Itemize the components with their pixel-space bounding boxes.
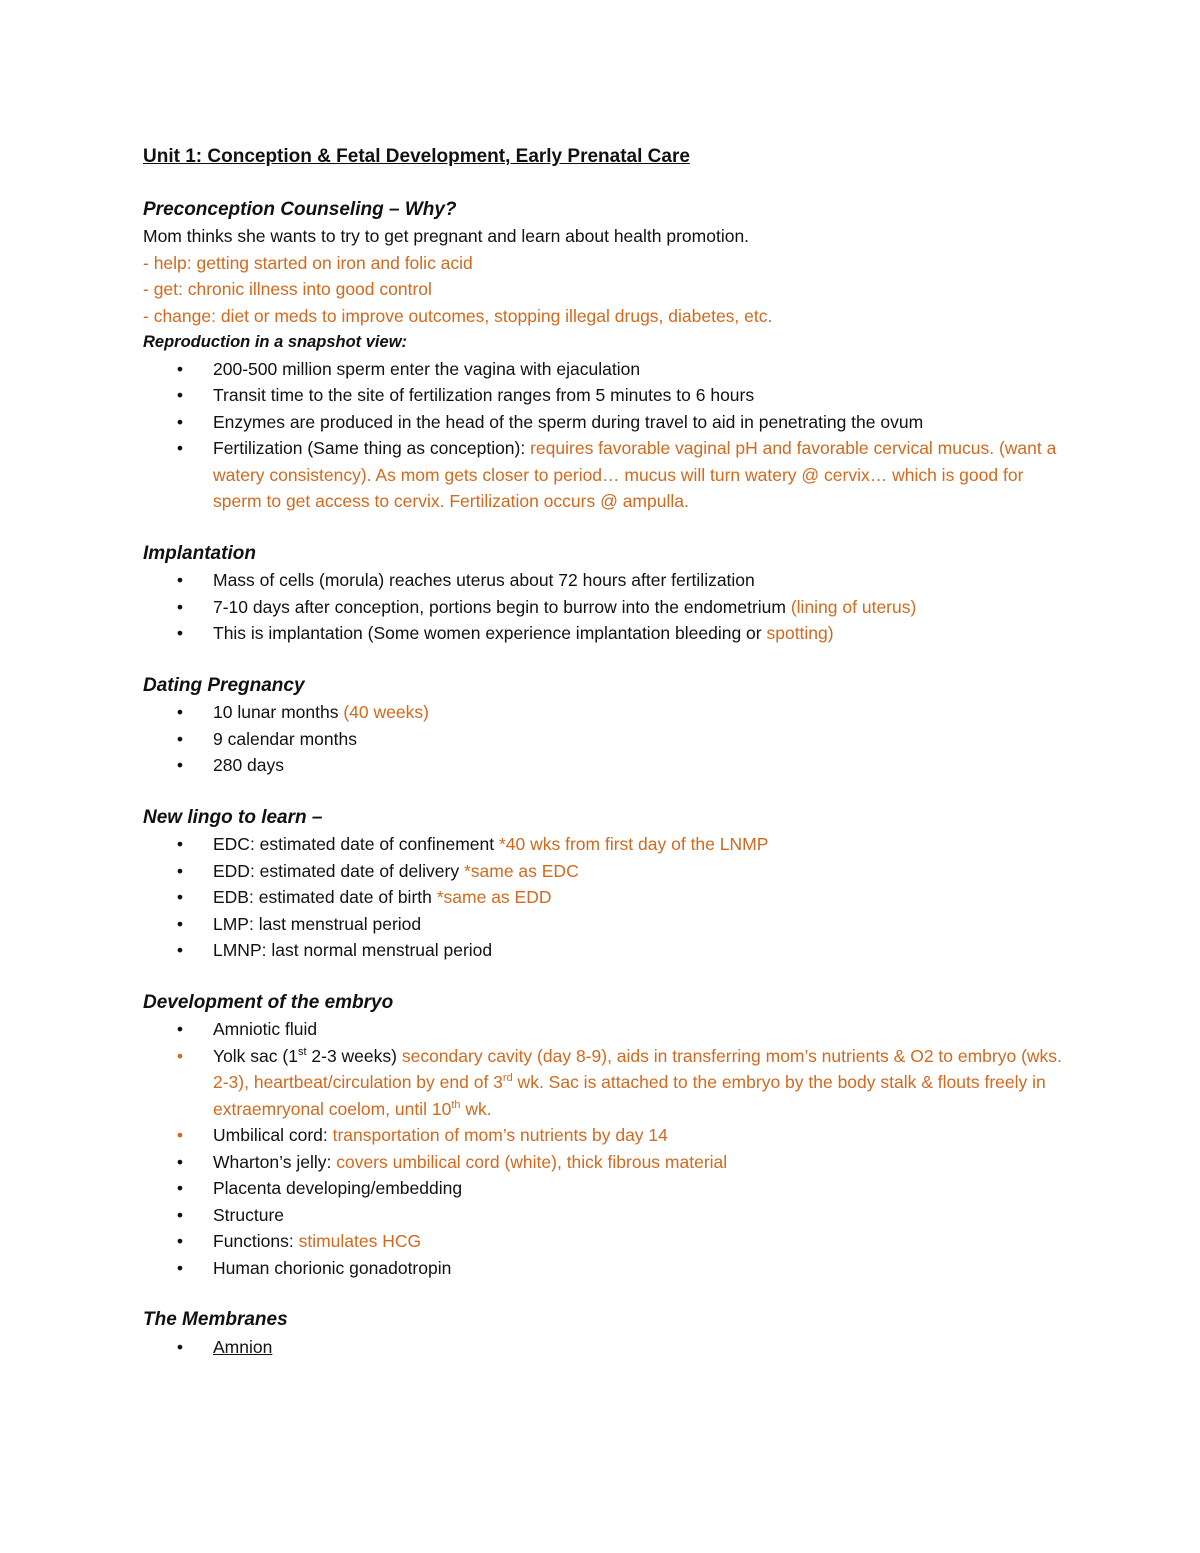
implantation-list: [143, 567, 1073, 647]
list-item: • LMP: last menstrual period: [143, 911, 1073, 938]
bullet-icon: •: [176, 834, 184, 854]
preconception-line-change: - change: diet or meds to improve outcomes, stopping illegal drugs, diabetes, etc.: [143, 305, 773, 326]
list-item: • Wharton’s jelly: covers umbilical cord (white), thick fibrous material: [143, 1149, 1073, 1176]
list-item: • LMNP: last normal menstrual period: [143, 937, 1073, 964]
list-item: • 7-10 days after conception, portions begin to burrow into the endometrium (lining of uterus): [143, 594, 1073, 621]
list-item: • Amniotic fluid: [143, 1016, 1073, 1043]
reproduction-heading: Reproduction in a snapshot view:: [143, 333, 408, 351]
list-item: • EDD: estimated date of delivery *same as EDC: [143, 858, 1073, 885]
reproduction-list: [143, 356, 1073, 515]
document-title: Unit 1: Conception & Fetal Development, Early Prenatal Care: [143, 146, 690, 167]
bullet-icon: •: [176, 1178, 184, 1198]
list-item: • Structure: [143, 1202, 1073, 1229]
list-item: [143, 1334, 1073, 1361]
list-item: • Functions: stimulates HCG: [143, 1228, 1073, 1255]
preconception-line-get: - get: chronic illness into good control: [143, 279, 432, 299]
bullet-icon: •: [176, 1019, 184, 1039]
preconception-line-help: - help: getting started on iron and folic acid: [143, 252, 473, 273]
lingo-heading: New lingo to learn –: [143, 806, 323, 828]
bullet-icon: •: [176, 1257, 184, 1278]
bullet-icon: •: [176, 702, 184, 722]
list-item: • 9 calendar months: [143, 726, 1073, 753]
preconception-heading: Preconception Counseling – Why?: [143, 198, 457, 220]
amnion-label: Amnion: [213, 1336, 273, 1357]
list-item: [143, 435, 1073, 515]
lingo-list: [143, 831, 1073, 964]
bullet-icon: •: [176, 860, 184, 881]
bullet-icon: •: [176, 438, 184, 458]
bullet-icon: •: [176, 755, 184, 775]
list-item: • Mass of cells (morula) reaches uterus about 72 hours after fertilization: [143, 567, 1073, 594]
embryo-heading: Development of the embryo: [143, 991, 394, 1013]
bullet-icon: •: [176, 411, 184, 432]
dating-heading: Dating Pregnancy: [143, 674, 305, 696]
list-item: • Human chorionic gonadotropin: [143, 1255, 1073, 1282]
list-item: • 10 lunar months (40 weeks): [143, 699, 1073, 726]
bullet-icon: •: [176, 385, 184, 405]
bullet-icon: •: [176, 623, 184, 643]
bullet-icon: •: [176, 1231, 184, 1251]
fertilization-label: Fertilization (Same thing as conception):: [213, 438, 526, 458]
bullet-icon: •: [176, 1125, 184, 1145]
membranes-list: [143, 1334, 1073, 1361]
bullet-icon: •: [176, 940, 184, 960]
list-item: • Yolk sac (1st 2-3 weeks) secondary cavity (day 8-9), aids in transferring mom’s nutrients & O2 to embryo (wks. 2-3), heartbeat/circulation by end of 3rd wk. Sac is attached to the embryo by the body stalk & flouts freely in extraemryonal coelom, until 10th wk.: [143, 1043, 1073, 1123]
bullet-icon: •: [176, 887, 184, 907]
bullet-icon: •: [176, 358, 184, 379]
list-item: • Transit time to the site of fertilization ranges from 5 minutes to 6 hours: [143, 382, 1073, 409]
preconception-intro: Mom thinks she wants to try to get pregnant and learn about health promotion.: [143, 226, 750, 246]
list-item: • EDB: estimated date of birth *same as EDD: [143, 884, 1073, 911]
dating-list: [143, 699, 1073, 779]
bullet-icon: •: [176, 1336, 184, 1357]
implantation-heading: Implantation: [143, 542, 256, 564]
list-item: • Enzymes are produced in the head of the sperm during travel to aid in penetrating the ovum: [143, 409, 1073, 436]
fertilization-note: requires favorable vaginal pH and favorable cervical mucus. (want a watery consistency). As mom gets closer to period… mucus will turn watery @ cervix… which is good for sperm to get access to cervix. Fertilization occurs @ ampulla.: [213, 438, 1057, 511]
list-item: • This is implantation (Some women experience implantation bleeding or spotting): [143, 620, 1073, 647]
list-item: • Placenta developing/embedding: [143, 1175, 1073, 1202]
document-page: [143, 144, 1073, 1360]
bullet-icon: •: [176, 1151, 184, 1172]
list-item: • Umbilical cord: transportation of mom’s nutrients by day 14: [143, 1122, 1073, 1149]
bullet-icon: •: [176, 913, 184, 934]
embryo-list: [143, 1016, 1073, 1281]
list-item: • 280 days: [143, 752, 1073, 779]
bullet-icon: •: [176, 596, 184, 617]
list-item: • EDC: estimated date of confinement *40 wks from first day of the LNMP: [143, 831, 1073, 858]
bullet-icon: •: [176, 570, 184, 590]
bullet-icon: •: [176, 728, 184, 749]
list-item: • 200-500 million sperm enter the vagina with ejaculation: [143, 356, 1073, 383]
bullet-icon: •: [176, 1204, 184, 1225]
membranes-heading: The Membranes: [143, 1309, 288, 1330]
bullet-icon: •: [176, 1045, 184, 1066]
